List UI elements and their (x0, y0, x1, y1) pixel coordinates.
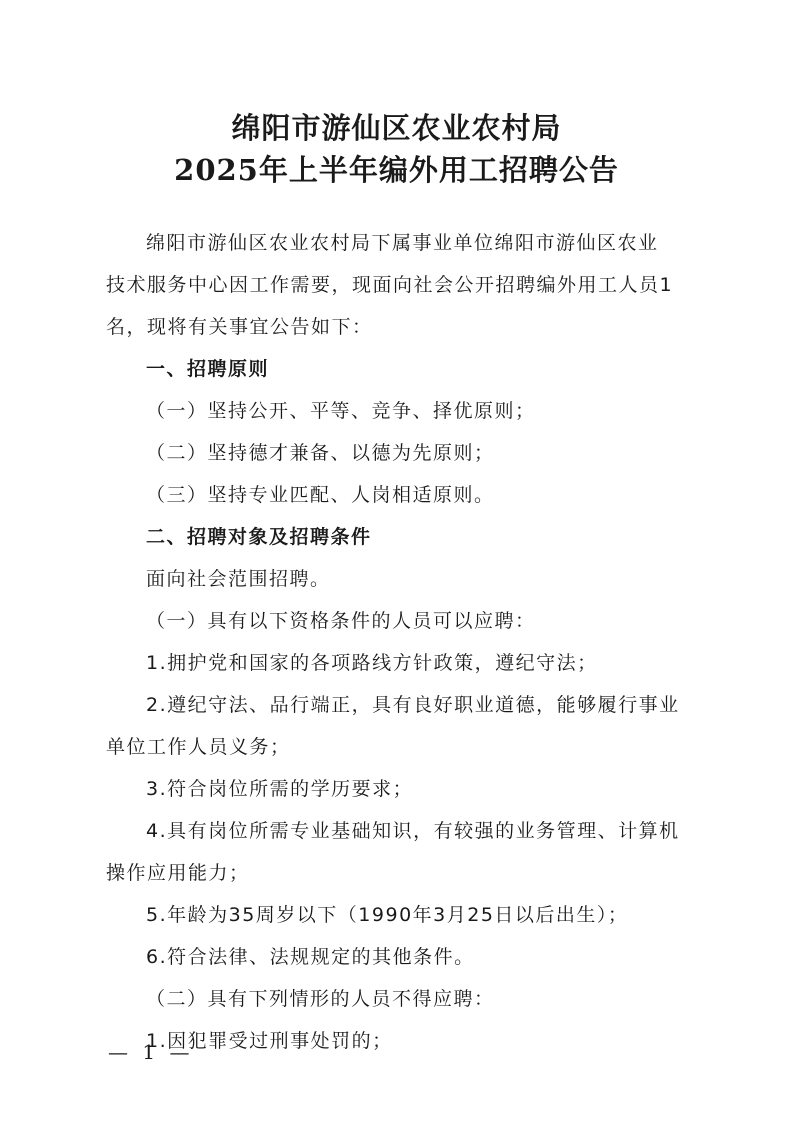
intro-line-1: 绵阳市游仙区农业农村局下属事业单位绵阳市游仙区农业 (146, 232, 659, 254)
section2-scope: 面向社会范围招聘。 (146, 568, 331, 590)
condition-4-line2: 操作应用能力； (106, 862, 250, 884)
intro-line-3: 名，现将有关事宜公告如下： (106, 316, 373, 338)
condition-2-line1: 2.遵纪守法、品行端正，具有良好职业道德，能够履行事业 (146, 694, 680, 716)
section1-item-3: （三）坚持专业匹配、人岗相适原则。 (146, 484, 495, 506)
page-number: — 1 — (108, 1040, 194, 1064)
section2-sub2-heading: （二）具有下列情形的人员不得应聘： (146, 988, 495, 1010)
condition-5: 5.年龄为35周岁以下（1990年3月25日以后出生）； (146, 904, 629, 926)
document-title-line1: 绵阳市游仙区农业农村局 (231, 111, 562, 145)
section1-item-2: （二）坚持德才兼备、以德为先原则； (146, 442, 495, 464)
section1-heading: 一、招聘原则 (146, 358, 270, 380)
condition-6: 6.符合法律、法规规定的其他条件。 (146, 946, 475, 968)
condition-3: 3.符合岗位所需的学历要求； (146, 778, 414, 800)
condition-2-line2: 单位工作人员义务； (106, 736, 291, 758)
intro-line-2: 技术服务中心因工作需要，现面向社会公开招聘编外用工人员1 (106, 274, 674, 296)
exclusion-1: 1.因犯罪受过刑事处罚的； (146, 1030, 393, 1052)
section2-heading: 二、招聘对象及招聘条件 (146, 526, 372, 548)
condition-4-line1: 4.具有岗位所需专业基础知识，有较强的业务管理、计算机 (146, 820, 680, 842)
condition-1: 1.拥护党和国家的各项路线方针政策，遵纪守法； (146, 652, 598, 674)
section1-item-1: （一）坚持公开、平等、竞争、择优原则； (146, 400, 536, 422)
section2-sub1-heading: （一）具有以下资格条件的人员可以应聘： (146, 610, 536, 632)
document-title-line2: 2025年上半年编外用工招聘公告 (174, 153, 619, 187)
